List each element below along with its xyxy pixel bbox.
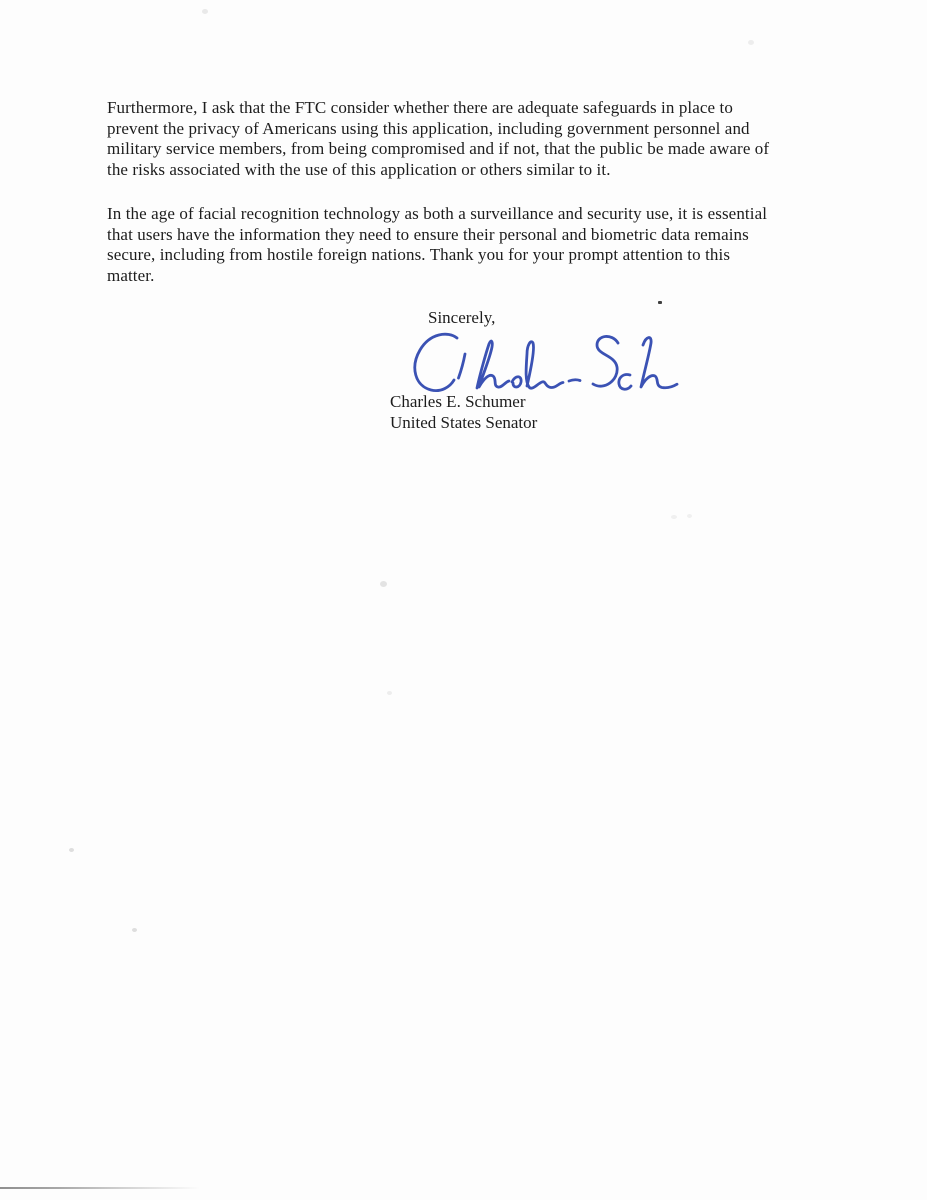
scan-artifact-speck (748, 40, 754, 45)
scan-artifact-speck (387, 691, 392, 695)
signer-title: United States Senator (390, 413, 538, 432)
text-line: that users have the information they need to ensure their personal and biometric data remains (107, 224, 749, 244)
scan-artifact-speck (671, 515, 677, 519)
closing-salutation: Sincerely, (428, 308, 496, 327)
text-line: In the age of facial recognition technology as both a surveillance and security use, it is essential (107, 204, 768, 223)
scan-artifact-speck (202, 9, 208, 14)
text-line: the risks associated with the use of this application or others similar to it. (107, 159, 611, 179)
text-line: secure, including from hostile foreign nations. Thank you for your prompt attention to this (107, 245, 731, 265)
scan-artifact-speck (380, 581, 387, 587)
signature-block (390, 391, 537, 433)
paragraph-facial-recognition (107, 204, 837, 286)
scan-artifact-dot (658, 301, 662, 304)
text-line: matter. (107, 265, 155, 285)
scan-artifact-speck (69, 848, 74, 852)
paragraph-ftc-safeguards (107, 98, 837, 180)
handwritten-signature-image (406, 331, 680, 395)
text-line: prevent the privacy of Americans using this application, including government personnel and (107, 118, 750, 138)
text-line: Furthermore, I ask that the FTC consider whether there are adequate safeguards in place to (107, 98, 733, 117)
signer-name: Charles E. Schumer (390, 392, 526, 411)
scan-artifact-speck (132, 928, 137, 932)
text-line: military service members, from being compromised and if not, that the public be made aware of (107, 139, 770, 159)
scan-artifact-line (0, 1187, 200, 1189)
scan-artifact-speck (687, 514, 692, 518)
